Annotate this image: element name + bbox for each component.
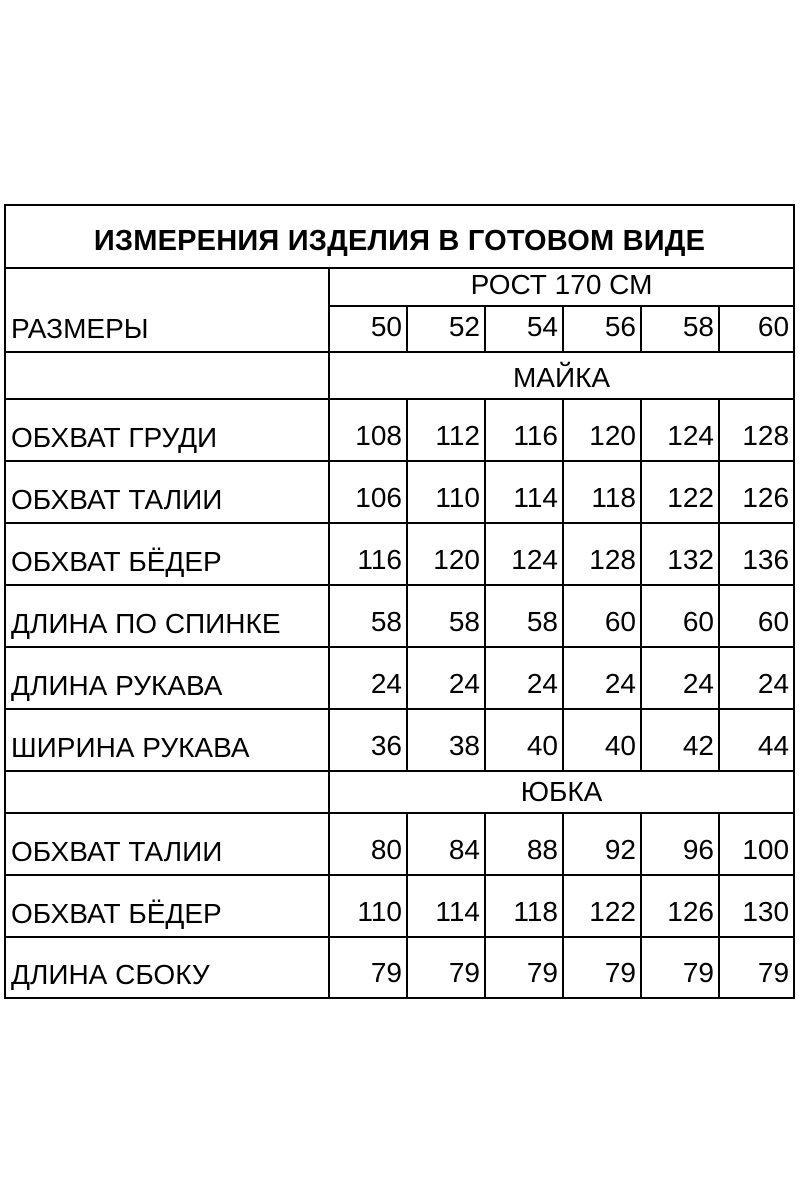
- size-cell: 56: [563, 306, 641, 352]
- value-cell: 126: [641, 875, 719, 937]
- table-row: [6, 585, 793, 647]
- value-cell: 114: [485, 461, 563, 523]
- value-cell: 110: [407, 461, 485, 523]
- value-cell: 42: [641, 709, 719, 771]
- section-blank-cell: [6, 771, 329, 813]
- size-cell: 52: [407, 306, 485, 352]
- value-cell: 84: [407, 813, 485, 875]
- size-cell: 58: [641, 306, 719, 352]
- value-cell: 122: [563, 875, 641, 937]
- table-row: [6, 461, 793, 523]
- value-cell: 79: [407, 937, 485, 997]
- value-cell: 58: [329, 585, 407, 647]
- table-row: [6, 875, 793, 937]
- value-cell: 79: [485, 937, 563, 997]
- section-name: МАЙКА: [329, 352, 793, 399]
- value-cell: 112: [407, 399, 485, 461]
- row-label: ОБХВАТ БЁДЕР: [6, 875, 329, 937]
- table-row: [6, 647, 793, 709]
- value-cell: 60: [719, 585, 793, 647]
- value-cell: 106: [329, 461, 407, 523]
- value-cell: 126: [719, 461, 793, 523]
- value-cell: 120: [563, 399, 641, 461]
- value-cell: 36: [329, 709, 407, 771]
- table-row: [6, 709, 793, 771]
- value-cell: 24: [563, 647, 641, 709]
- value-cell: 120: [407, 523, 485, 585]
- value-cell: 136: [719, 523, 793, 585]
- value-cell: 118: [563, 461, 641, 523]
- value-cell: 132: [641, 523, 719, 585]
- row-label: ДЛИНА РУКАВА: [6, 647, 329, 709]
- value-cell: 44: [719, 709, 793, 771]
- value-cell: 79: [329, 937, 407, 997]
- sizes-label: РАЗМЕРЫ: [11, 313, 149, 344]
- value-cell: 88: [485, 813, 563, 875]
- value-cell: 24: [485, 647, 563, 709]
- row-label: ДЛИНА СБОКУ: [6, 937, 329, 997]
- value-cell: 60: [563, 585, 641, 647]
- value-cell: 128: [719, 399, 793, 461]
- value-cell: 38: [407, 709, 485, 771]
- value-cell: 96: [641, 813, 719, 875]
- size-cell: 50: [329, 306, 407, 352]
- height-row: [6, 269, 793, 306]
- row-label: ОБХВАТ ТАЛИИ: [6, 461, 329, 523]
- value-cell: 60: [641, 585, 719, 647]
- value-cell: 24: [719, 647, 793, 709]
- value-cell: 40: [485, 709, 563, 771]
- value-cell: 24: [641, 647, 719, 709]
- value-cell: 79: [563, 937, 641, 997]
- value-cell: 24: [407, 647, 485, 709]
- row-label: ОБХВАТ ТАЛИИ: [6, 813, 329, 875]
- row-label: ДЛИНА ПО СПИНКЕ: [6, 585, 329, 647]
- size-chart: [4, 204, 795, 999]
- value-cell: 79: [719, 937, 793, 997]
- value-cell: 130: [719, 875, 793, 937]
- value-cell: 100: [719, 813, 793, 875]
- value-cell: 24: [329, 647, 407, 709]
- table-row: [6, 523, 793, 585]
- row-label: ШИРИНА РУКАВА: [6, 709, 329, 771]
- section-row-top: [6, 352, 793, 399]
- value-cell: 110: [329, 875, 407, 937]
- value-cell: 128: [563, 523, 641, 585]
- value-cell: 40: [563, 709, 641, 771]
- value-cell: 80: [329, 813, 407, 875]
- size-cell: 54: [485, 306, 563, 352]
- row-label: ОБХВАТ БЁДЕР: [6, 523, 329, 585]
- size-table: [6, 269, 793, 997]
- value-cell: 114: [407, 875, 485, 937]
- value-cell: 92: [563, 813, 641, 875]
- value-cell: 79: [641, 937, 719, 997]
- value-cell: 116: [485, 399, 563, 461]
- value-cell: 118: [485, 875, 563, 937]
- chart-title: ИЗМЕРЕНИЯ ИЗДЕЛИЯ В ГОТОВОМ ВИДЕ: [6, 206, 793, 269]
- value-cell: 122: [641, 461, 719, 523]
- table-row: [6, 399, 793, 461]
- table-row: [6, 937, 793, 997]
- section-row-bottom: [6, 771, 793, 813]
- table-row: [6, 813, 793, 875]
- value-cell: 124: [485, 523, 563, 585]
- section-blank-cell: [6, 352, 329, 399]
- value-cell: 124: [641, 399, 719, 461]
- value-cell: 58: [407, 585, 485, 647]
- size-cell: 60: [719, 306, 793, 352]
- height-label: РОСТ 170 СМ: [329, 269, 793, 306]
- row-label: ОБХВАТ ГРУДИ: [6, 399, 329, 461]
- value-cell: 108: [329, 399, 407, 461]
- value-cell: 116: [329, 523, 407, 585]
- section-name: ЮБКА: [329, 771, 793, 813]
- value-cell: 58: [485, 585, 563, 647]
- sizes-label-cell: [6, 269, 329, 352]
